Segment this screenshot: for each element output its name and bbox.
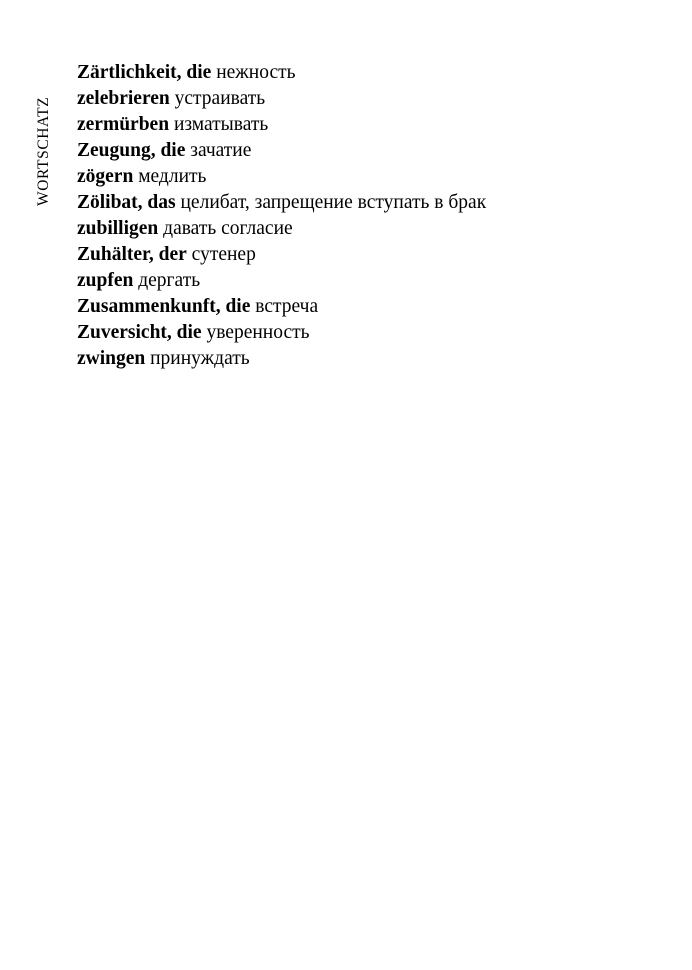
entry-translation: дергать <box>138 270 201 291</box>
entry-translation: медлить <box>138 166 207 187</box>
entry-translation: устраивать <box>174 88 266 109</box>
vocabulary-entry <box>77 216 486 242</box>
entry-translation: зачатие <box>190 140 252 161</box>
entry-term: zubilligen <box>77 218 159 239</box>
entry-term: zermürben <box>77 114 170 135</box>
entry-translation: целибат, запрещение вступать в брак <box>180 192 487 213</box>
vocabulary-entry <box>77 242 486 268</box>
vocabulary-entry <box>77 164 486 190</box>
vocabulary-entry <box>77 320 486 346</box>
entry-translation: уверенность <box>206 322 310 343</box>
section-label: WORTSCHATZ <box>35 96 52 206</box>
entry-term: zögern <box>77 166 134 187</box>
entry-translation: встреча <box>255 296 319 317</box>
vocabulary-entry <box>77 112 486 138</box>
entry-term: Zuhälter, der <box>77 244 187 265</box>
vocabulary-list <box>77 60 486 372</box>
vocabulary-entry <box>77 60 486 86</box>
vocabulary-entry <box>77 138 486 164</box>
entry-term: Zärtlichkeit, die <box>77 62 212 83</box>
entry-term: zupfen <box>77 270 134 291</box>
entry-translation: давать согласие <box>163 218 293 239</box>
vocabulary-entry <box>77 190 486 216</box>
vocabulary-entry <box>77 294 486 320</box>
entry-term: Zuversicht, die <box>77 322 202 343</box>
entry-translation: изматывать <box>173 114 269 135</box>
entry-translation: сутенер <box>191 244 256 265</box>
vocabulary-entry <box>77 346 486 372</box>
vocabulary-entry <box>77 86 486 112</box>
entry-term: zelebrieren <box>77 88 170 109</box>
entry-term: zwingen <box>77 348 146 369</box>
vocabulary-entry <box>77 268 486 294</box>
entry-term: Zusammenkunft, die <box>77 296 251 317</box>
entry-term: Zeugung, die <box>77 140 186 161</box>
entry-translation: принуждать <box>150 348 250 369</box>
entry-translation: нежность <box>216 62 296 83</box>
entry-term: Zölibat, das <box>77 192 176 213</box>
